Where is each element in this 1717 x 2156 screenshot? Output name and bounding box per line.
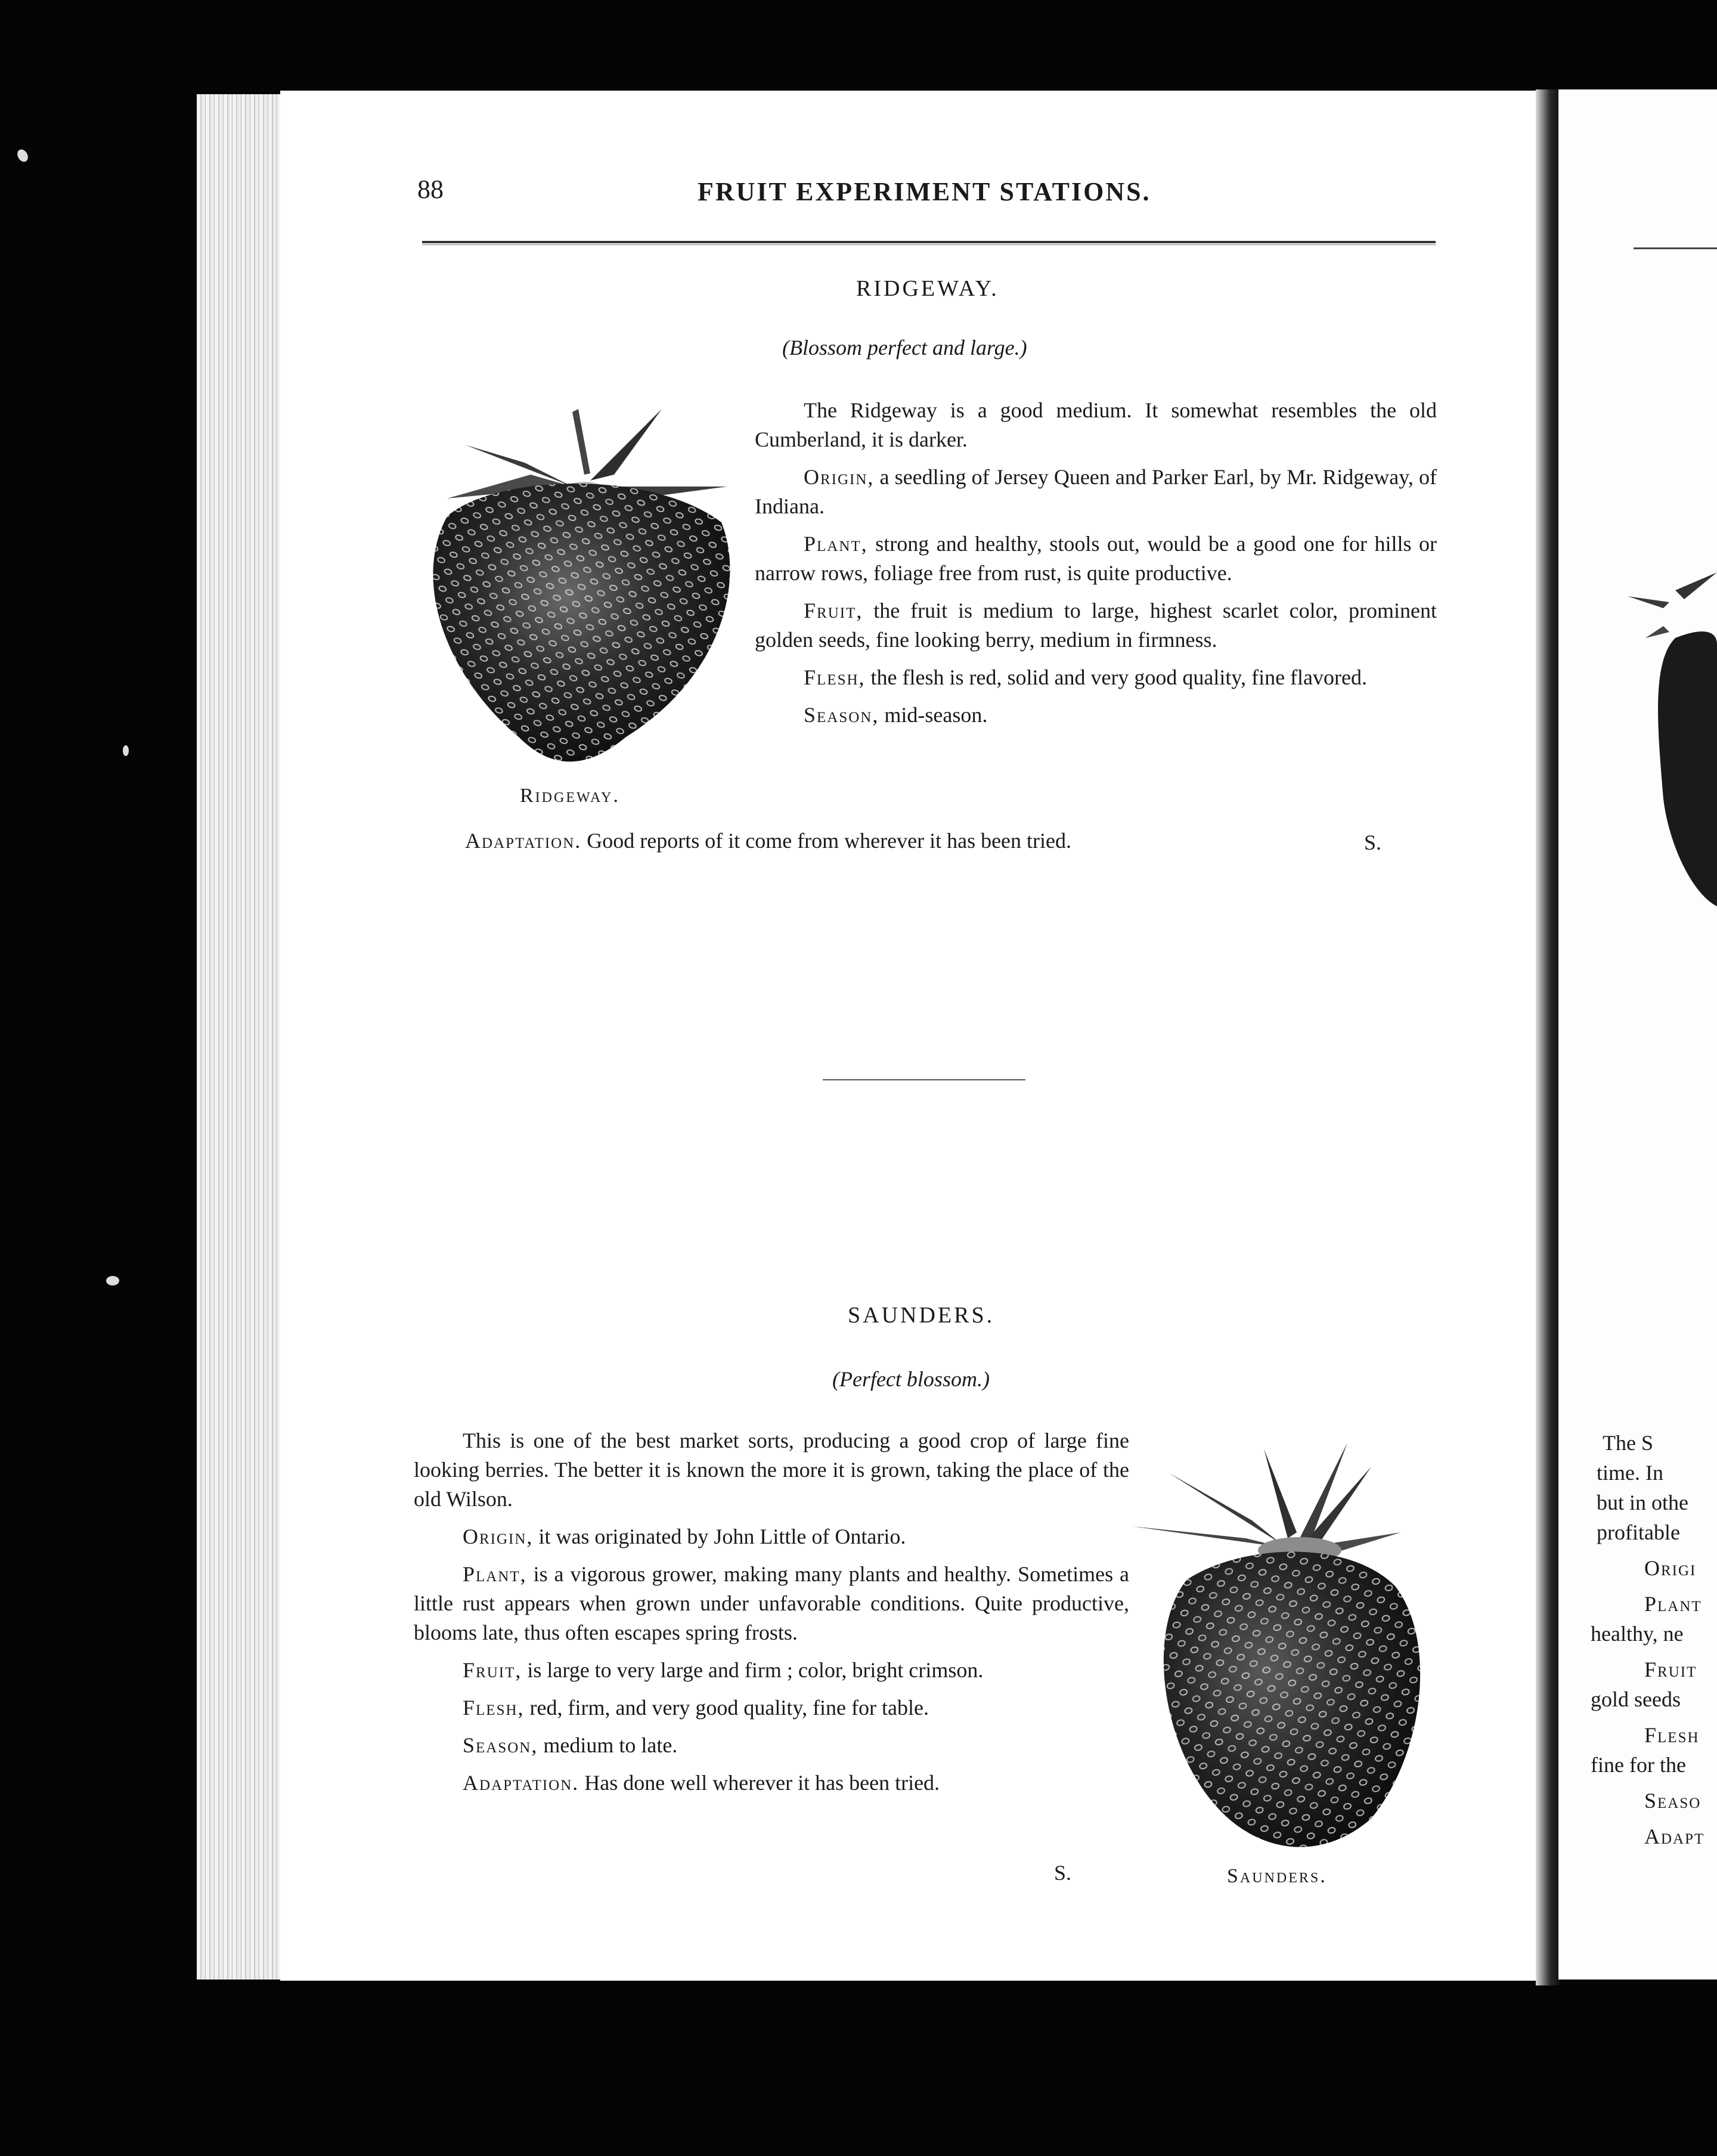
fruit-label: Fruit, (804, 599, 863, 622)
ridgeway-intro: The Ridgeway is a good medium. It somewhat resembles the old Cumberland, it is darker. (755, 398, 1437, 451)
fragment-line: profitable (1597, 1520, 1680, 1544)
ridgeway-flesh (755, 663, 1437, 692)
origin-text: it was originated by John Little of Ontario. (533, 1525, 906, 1548)
scan-speck (106, 1276, 119, 1285)
season-label: Season, (463, 1733, 538, 1757)
saunders-plant (414, 1560, 1129, 1647)
origin-label: Origin, (463, 1525, 534, 1548)
ridgeway-caption: Ridgeway. (520, 785, 620, 807)
header-rule-thin (422, 244, 1436, 245)
saunders-adaptation (414, 1768, 1129, 1798)
ridgeway-author-initial: S. (1364, 831, 1382, 854)
scan-speck (16, 147, 30, 163)
adaptation-label: Adaptation. (463, 1771, 579, 1795)
scan-speck (123, 745, 129, 756)
saunders-author-initial: S. (1054, 1861, 1072, 1885)
fragment-line: Fruit (1644, 1658, 1697, 1681)
ridgeway-subtitle: (Blossom perfect and large.) (782, 336, 1027, 360)
ridgeway-strawberry-image (411, 403, 745, 785)
ridgeway-season (755, 701, 1437, 730)
plant-label: Plant, (804, 532, 868, 556)
adaptation-text: Good reports of it come from wherever it has been tried. (581, 829, 1072, 853)
fragment-line: Flesh (1644, 1723, 1700, 1747)
origin-label: Origin, (804, 465, 875, 489)
flesh-text: the flesh is red, solid and very good quality, fine flavored. (865, 665, 1367, 689)
ridgeway-origin (755, 463, 1437, 521)
fragment-line: Adapt (1644, 1824, 1705, 1848)
fragment-line: healthy, ne (1591, 1622, 1684, 1646)
saunders-origin (414, 1522, 1129, 1551)
page-number: 88 (417, 175, 444, 204)
facing-page-text-fragments (1591, 1428, 1717, 1851)
adaptation-label: Adaptation. (465, 829, 582, 853)
fragment-line: Plant (1644, 1592, 1702, 1616)
fragment-line: Origi (1644, 1556, 1697, 1580)
saunders-fruit-desc (414, 1656, 1129, 1685)
plant-text: strong and healthy, stools out, would be a good one for hills or narrow rows, foliage free from rust, is quite productive. (755, 532, 1437, 585)
ridgeway-plant (755, 529, 1437, 588)
flesh-label: Flesh, (804, 665, 866, 689)
fruit-text: is large to very large and firm ; color, bright crimson. (522, 1658, 984, 1682)
season-label: Season, (804, 703, 879, 727)
season-text: medium to late. (538, 1733, 678, 1757)
saunders-season (414, 1731, 1129, 1760)
fragment-line: fine for the (1591, 1753, 1686, 1777)
saunders-caption: Saunders. (1227, 1865, 1327, 1887)
flesh-text: red, firm, and very good quality, fine for table. (524, 1696, 929, 1720)
plant-label: Plant, (463, 1562, 527, 1586)
fragment-line: gold seeds (1591, 1687, 1681, 1711)
flesh-label: Flesh, (463, 1696, 525, 1720)
origin-text: a seedling of Jersey Queen and Parker Earl, by Mr. Ridgeway, of Indiana. (755, 465, 1437, 518)
saunders-heading: SAUNDERS. (848, 1303, 995, 1328)
fragment-line: but in othe (1597, 1491, 1688, 1514)
saunders-subtitle: (Perfect blossom.) (832, 1367, 990, 1391)
ridgeway-description (755, 396, 1437, 738)
fragment-line: Seaso (1644, 1789, 1701, 1813)
saunders-flesh (414, 1693, 1129, 1723)
saunders-strawberry-image (1133, 1443, 1449, 1860)
book-gutter (1536, 89, 1560, 1985)
ridgeway-heading: RIDGEWAY. (856, 276, 999, 301)
fruit-label: Fruit, (463, 1658, 522, 1682)
page-stack-edge (197, 94, 286, 1980)
running-header: FRUIT EXPERIMENT STATIONS. (698, 177, 1151, 206)
ridgeway-adaptation (465, 826, 1395, 856)
section-divider (823, 1079, 1025, 1080)
facing-page-strawberry-image (1628, 572, 1717, 906)
fragment-line: time. In (1597, 1461, 1663, 1485)
adaptation-text: Has done well wherever it has been tried. (579, 1771, 940, 1795)
header-rule (422, 241, 1436, 243)
saunders-intro: This is one of the best market sorts, producing a good crop of large fine looking berries. The better it is known the more it is grown, taking the place of the old Wilson. (414, 1429, 1129, 1511)
plant-text: is a vigorous grower, making many plants and healthy. Sometimes a little rust appears when grown under unfavorable conditions. Quite productive, blooms late, thus often escapes spring frosts. (414, 1562, 1129, 1644)
facing-page-rule (1634, 247, 1717, 249)
season-text: mid-season. (879, 703, 988, 727)
fruit-text: the fruit is medium to large, highest scarlet color, prominent golden seeds, fine looking berry, medium in firmness. (755, 599, 1437, 652)
ridgeway-fruit-desc (755, 596, 1437, 655)
saunders-description (414, 1426, 1129, 1806)
fragment-line: The S (1603, 1431, 1653, 1455)
